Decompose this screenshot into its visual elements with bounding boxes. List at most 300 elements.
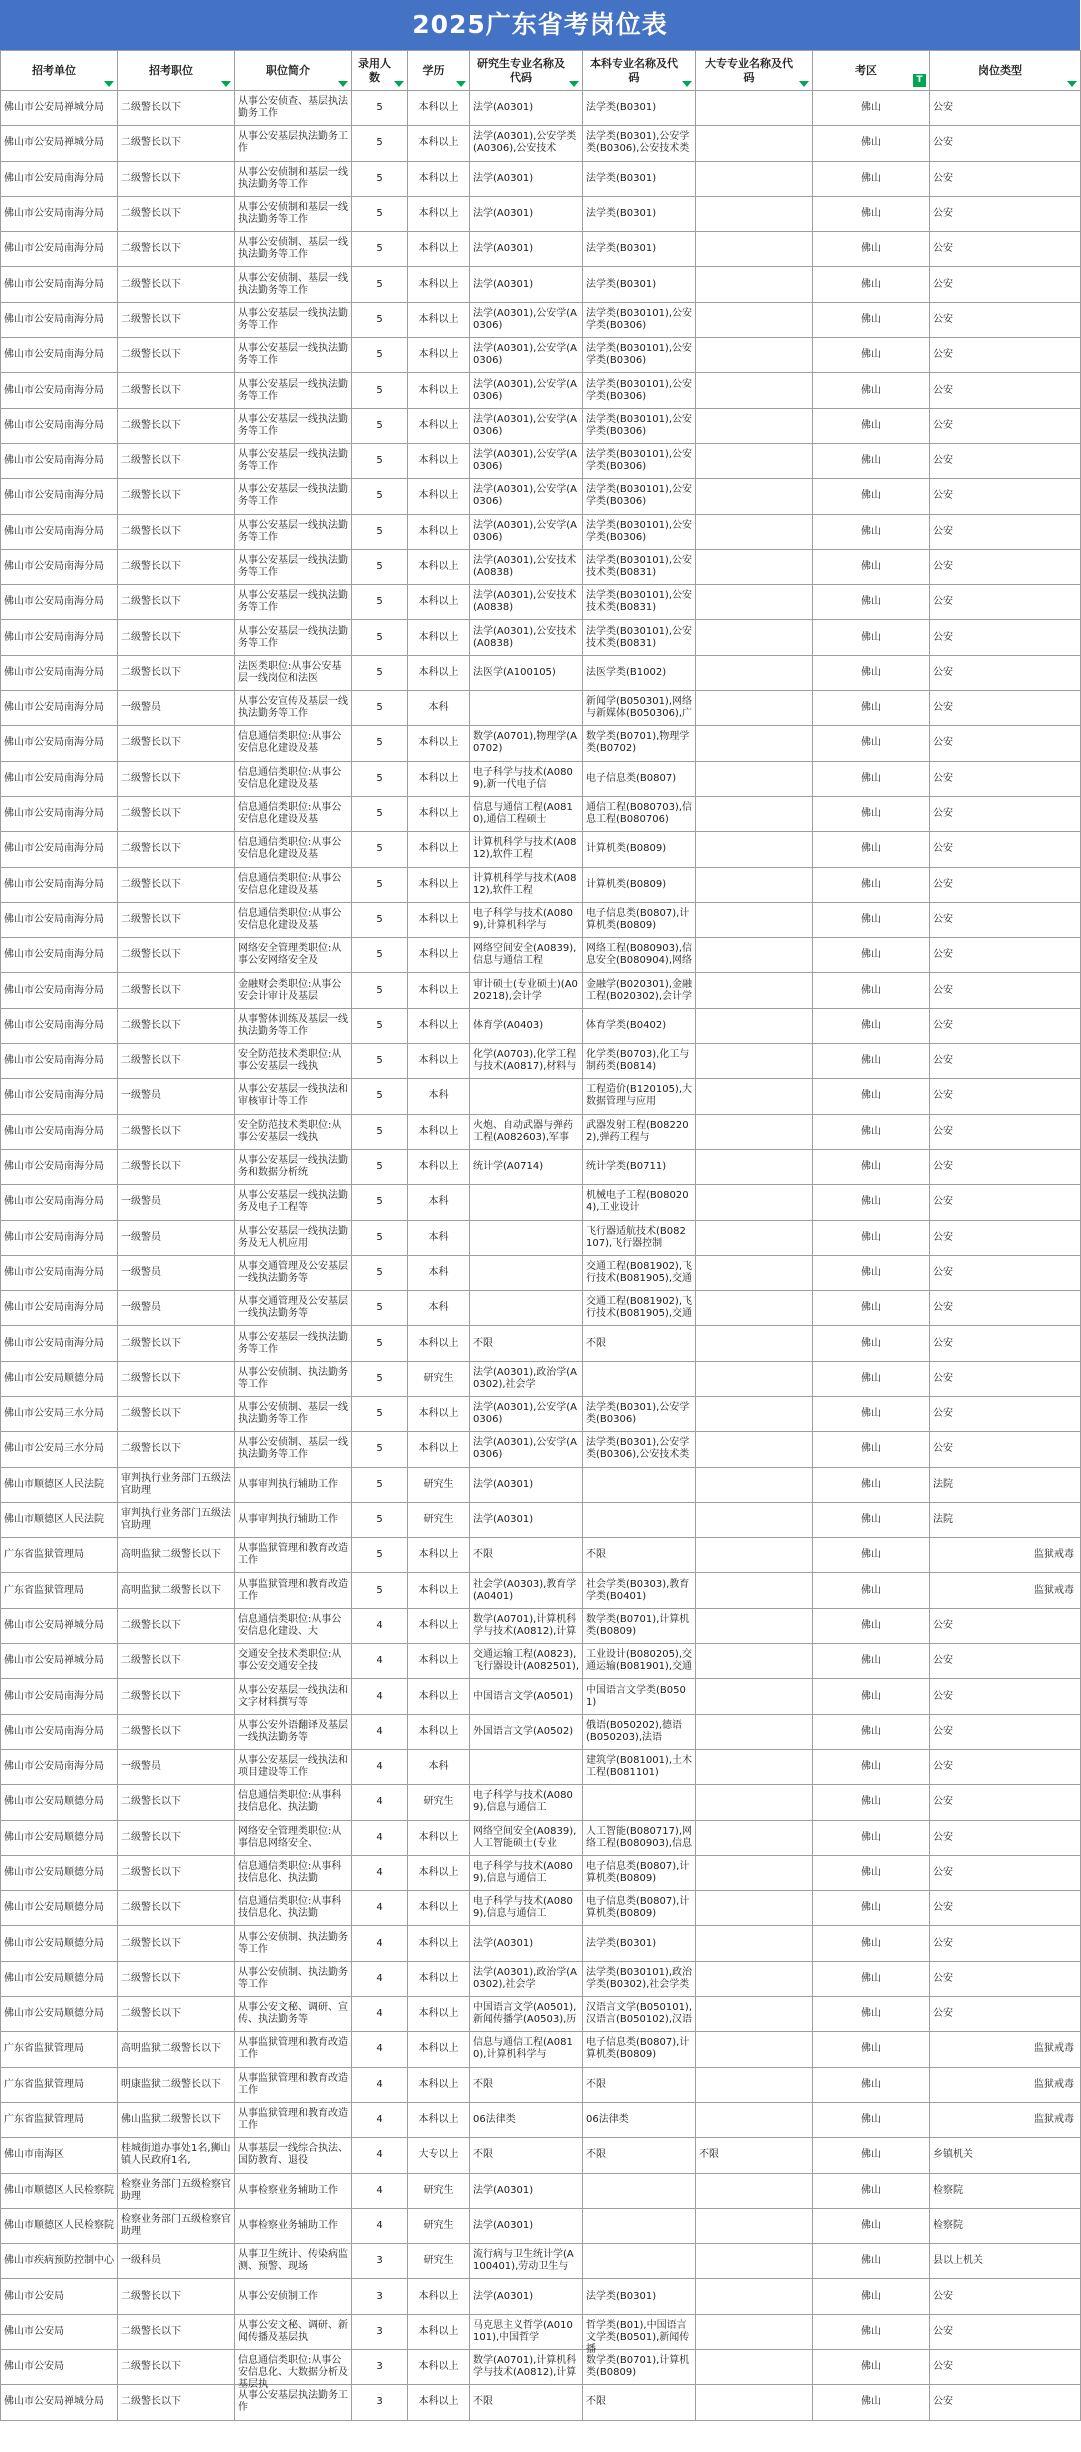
cell-unit[interactable]: [1, 1749, 118, 1784]
cell-post-type[interactable]: [930, 1220, 1081, 1255]
cell-position[interactable]: [118, 91, 235, 126]
cell-undergrad-major[interactable]: [583, 514, 696, 549]
cell-post-type[interactable]: [930, 1361, 1081, 1396]
cell-graduate-major[interactable]: [470, 161, 583, 196]
cell-count[interactable]: [352, 443, 408, 478]
cell-count[interactable]: [352, 1396, 408, 1431]
cell-exam-region[interactable]: [813, 1855, 930, 1890]
cell-count[interactable]: [352, 2314, 408, 2349]
cell-intro[interactable]: [235, 1432, 352, 1467]
cell-college-major[interactable]: [696, 1185, 813, 1220]
cell-position[interactable]: [118, 2279, 235, 2314]
cell-unit[interactable]: [1, 1044, 118, 1079]
cell-unit[interactable]: [1, 973, 118, 1008]
cell-position[interactable]: [118, 514, 235, 549]
cell-unit[interactable]: [1, 1255, 118, 1290]
cell-position[interactable]: [118, 338, 235, 373]
cell-exam-region[interactable]: [813, 867, 930, 902]
cell-post-type[interactable]: [930, 1396, 1081, 1431]
cell-position[interactable]: [118, 302, 235, 337]
cell-unit[interactable]: [1, 1785, 118, 1820]
cell-education[interactable]: [408, 1502, 470, 1537]
cell-graduate-major[interactable]: [470, 761, 583, 796]
cell-intro[interactable]: [235, 1502, 352, 1537]
cell-post-type[interactable]: [930, 1644, 1081, 1679]
cell-unit[interactable]: [1, 126, 118, 161]
cell-position[interactable]: [118, 549, 235, 584]
table-row[interactable]: [1, 338, 1081, 373]
cell-unit[interactable]: [1, 691, 118, 726]
cell-count[interactable]: [352, 2067, 408, 2102]
cell-unit[interactable]: [1, 302, 118, 337]
cell-unit[interactable]: [1, 867, 118, 902]
cell-exam-region[interactable]: [813, 1361, 930, 1396]
cell-education[interactable]: [408, 1008, 470, 1043]
cell-exam-region[interactable]: [813, 973, 930, 1008]
cell-intro[interactable]: [235, 1714, 352, 1749]
cell-exam-region[interactable]: [813, 1396, 930, 1431]
cell-graduate-major[interactable]: [470, 585, 583, 620]
cell-post-type[interactable]: [930, 1467, 1081, 1502]
cell-intro[interactable]: [235, 1044, 352, 1079]
cell-education[interactable]: [408, 1855, 470, 1890]
cell-post-type[interactable]: [930, 2385, 1081, 2420]
cell-position[interactable]: [118, 443, 235, 478]
cell-undergrad-major[interactable]: [583, 91, 696, 126]
cell-unit[interactable]: [1, 1467, 118, 1502]
cell-education[interactable]: [408, 479, 470, 514]
cell-graduate-major[interactable]: [470, 2208, 583, 2243]
cell-intro[interactable]: [235, 585, 352, 620]
cell-count[interactable]: [352, 2138, 408, 2173]
cell-post-type[interactable]: [930, 1608, 1081, 1643]
cell-post-type[interactable]: [930, 902, 1081, 937]
table-row[interactable]: [1, 302, 1081, 337]
cell-count[interactable]: [352, 2208, 408, 2243]
cell-count[interactable]: [352, 1573, 408, 1608]
cell-post-type[interactable]: [930, 938, 1081, 973]
table-row[interactable]: [1, 2279, 1081, 2314]
cell-post-type[interactable]: [930, 1785, 1081, 1820]
cell-intro[interactable]: [235, 2102, 352, 2137]
cell-education[interactable]: [408, 938, 470, 973]
table-row[interactable]: [1, 1785, 1081, 1820]
cell-post-type[interactable]: [930, 1432, 1081, 1467]
filter-dropdown-icon[interactable]: [394, 81, 404, 87]
cell-education[interactable]: [408, 1114, 470, 1149]
cell-graduate-major[interactable]: [470, 938, 583, 973]
cell-graduate-major[interactable]: [470, 973, 583, 1008]
cell-college-major[interactable]: [696, 1044, 813, 1079]
cell-undergrad-major[interactable]: [583, 1749, 696, 1784]
cell-position[interactable]: [118, 1291, 235, 1326]
cell-exam-region[interactable]: [813, 1291, 930, 1326]
cell-college-major[interactable]: [696, 2279, 813, 2314]
cell-education[interactable]: [408, 691, 470, 726]
cell-unit[interactable]: [1, 338, 118, 373]
cell-position[interactable]: [118, 1326, 235, 1361]
cell-post-type[interactable]: [930, 655, 1081, 690]
cell-exam-region[interactable]: [813, 1820, 930, 1855]
cell-exam-region[interactable]: [813, 2102, 930, 2137]
cell-education[interactable]: [408, 1891, 470, 1926]
cell-count[interactable]: [352, 1255, 408, 1290]
cell-graduate-major[interactable]: [470, 1891, 583, 1926]
cell-intro[interactable]: [235, 1785, 352, 1820]
cell-position[interactable]: [118, 867, 235, 902]
cell-graduate-major[interactable]: [470, 1679, 583, 1714]
cell-exam-region[interactable]: [813, 1679, 930, 1714]
cell-position[interactable]: [118, 1855, 235, 1890]
cell-unit[interactable]: [1, 1396, 118, 1431]
cell-graduate-major[interactable]: [470, 373, 583, 408]
cell-education[interactable]: [408, 2102, 470, 2137]
cell-intro[interactable]: [235, 1467, 352, 1502]
cell-intro[interactable]: [235, 2032, 352, 2067]
cell-unit[interactable]: [1, 1855, 118, 1890]
cell-unit[interactable]: [1, 902, 118, 937]
cell-post-type[interactable]: [930, 373, 1081, 408]
cell-post-type[interactable]: [930, 1961, 1081, 1996]
cell-count[interactable]: [352, 338, 408, 373]
cell-count[interactable]: [352, 1926, 408, 1961]
cell-undergrad-major[interactable]: [583, 1714, 696, 1749]
table-row[interactable]: [1, 902, 1081, 937]
table-row[interactable]: [1, 1114, 1081, 1149]
cell-college-major[interactable]: [696, 126, 813, 161]
table-row[interactable]: [1, 91, 1081, 126]
table-row[interactable]: [1, 1608, 1081, 1643]
table-row[interactable]: [1, 1820, 1081, 1855]
cell-count[interactable]: [352, 232, 408, 267]
cell-position[interactable]: [118, 1644, 235, 1679]
cell-college-major[interactable]: [696, 902, 813, 937]
cell-graduate-major[interactable]: [470, 1432, 583, 1467]
cell-college-major[interactable]: [696, 1114, 813, 1149]
cell-position[interactable]: [118, 1749, 235, 1784]
cell-unit[interactable]: [1, 2314, 118, 2349]
table-row[interactable]: [1, 796, 1081, 831]
cell-graduate-major[interactable]: [470, 2173, 583, 2208]
cell-education[interactable]: [408, 1573, 470, 1608]
cell-college-major[interactable]: [696, 1149, 813, 1184]
table-row[interactable]: [1, 655, 1081, 690]
cell-undergrad-major[interactable]: [583, 1785, 696, 1820]
cell-post-type[interactable]: [930, 126, 1081, 161]
column-header-graduate-major[interactable]: 研究生专业名称及代码: [470, 51, 583, 91]
cell-undergrad-major[interactable]: [583, 726, 696, 761]
cell-college-major[interactable]: [696, 1573, 813, 1608]
cell-education[interactable]: [408, 1291, 470, 1326]
cell-exam-region[interactable]: [813, 1644, 930, 1679]
table-row[interactable]: [1, 2138, 1081, 2173]
cell-post-type[interactable]: [930, 1714, 1081, 1749]
cell-unit[interactable]: [1, 2102, 118, 2137]
cell-undergrad-major[interactable]: [583, 902, 696, 937]
cell-exam-region[interactable]: [813, 1926, 930, 1961]
cell-education[interactable]: [408, 2208, 470, 2243]
cell-college-major[interactable]: [696, 655, 813, 690]
cell-position[interactable]: [118, 2244, 235, 2279]
table-row[interactable]: [1, 1926, 1081, 1961]
cell-education[interactable]: [408, 1149, 470, 1184]
table-row[interactable]: [1, 1961, 1081, 1996]
cell-post-type[interactable]: [930, 973, 1081, 1008]
cell-count[interactable]: [352, 691, 408, 726]
cell-count[interactable]: [352, 1855, 408, 1890]
cell-undergrad-major[interactable]: [583, 1467, 696, 1502]
cell-unit[interactable]: [1, 2067, 118, 2102]
cell-undergrad-major[interactable]: [583, 1961, 696, 1996]
cell-graduate-major[interactable]: [470, 1714, 583, 1749]
cell-count[interactable]: [352, 1185, 408, 1220]
cell-undergrad-major[interactable]: [583, 302, 696, 337]
cell-post-type[interactable]: [930, 1326, 1081, 1361]
cell-count[interactable]: [352, 1114, 408, 1149]
cell-count[interactable]: [352, 938, 408, 973]
cell-post-type[interactable]: [930, 161, 1081, 196]
cell-undergrad-major[interactable]: [583, 2279, 696, 2314]
cell-count[interactable]: [352, 1291, 408, 1326]
cell-count[interactable]: [352, 1749, 408, 1784]
cell-position[interactable]: [118, 373, 235, 408]
cell-count[interactable]: [352, 1891, 408, 1926]
cell-intro[interactable]: [235, 91, 352, 126]
cell-college-major[interactable]: [696, 1749, 813, 1784]
table-row[interactable]: [1, 2067, 1081, 2102]
cell-unit[interactable]: [1, 2279, 118, 2314]
table-row[interactable]: [1, 585, 1081, 620]
cell-count[interactable]: [352, 479, 408, 514]
cell-position[interactable]: [118, 1255, 235, 1290]
cell-unit[interactable]: [1, 232, 118, 267]
cell-college-major[interactable]: [696, 2173, 813, 2208]
cell-college-major[interactable]: [696, 796, 813, 831]
cell-graduate-major[interactable]: [470, 1926, 583, 1961]
cell-position[interactable]: [118, 691, 235, 726]
cell-count[interactable]: [352, 2385, 408, 2420]
cell-position[interactable]: [118, 1432, 235, 1467]
cell-graduate-major[interactable]: [470, 338, 583, 373]
table-row[interactable]: [1, 2102, 1081, 2137]
table-row[interactable]: [1, 161, 1081, 196]
cell-post-type[interactable]: [930, 479, 1081, 514]
cell-intro[interactable]: [235, 1644, 352, 1679]
table-row[interactable]: [1, 1361, 1081, 1396]
cell-post-type[interactable]: [930, 302, 1081, 337]
cell-position[interactable]: [118, 267, 235, 302]
cell-intro[interactable]: [235, 161, 352, 196]
cell-intro[interactable]: [235, 1997, 352, 2032]
cell-undergrad-major[interactable]: [583, 549, 696, 584]
cell-unit[interactable]: [1, 1891, 118, 1926]
cell-undergrad-major[interactable]: [583, 443, 696, 478]
cell-intro[interactable]: [235, 2279, 352, 2314]
cell-count[interactable]: [352, 902, 408, 937]
filter-dropdown-icon[interactable]: [569, 81, 579, 87]
cell-count[interactable]: [352, 620, 408, 655]
cell-undergrad-major[interactable]: [583, 1820, 696, 1855]
cell-undergrad-major[interactable]: [583, 1291, 696, 1326]
table-row[interactable]: [1, 2032, 1081, 2067]
cell-graduate-major[interactable]: [470, 1255, 583, 1290]
cell-post-type[interactable]: [930, 2102, 1081, 2137]
cell-exam-region[interactable]: [813, 691, 930, 726]
cell-exam-region[interactable]: [813, 2350, 930, 2385]
cell-unit[interactable]: [1, 1326, 118, 1361]
cell-undergrad-major[interactable]: [583, 2244, 696, 2279]
cell-graduate-major[interactable]: [470, 1396, 583, 1431]
filter-dropdown-icon[interactable]: [104, 81, 114, 87]
cell-unit[interactable]: [1, 196, 118, 231]
cell-count[interactable]: [352, 1149, 408, 1184]
cell-position[interactable]: [118, 1149, 235, 1184]
cell-exam-region[interactable]: [813, 126, 930, 161]
cell-education[interactable]: [408, 726, 470, 761]
cell-college-major[interactable]: [696, 1891, 813, 1926]
cell-college-major[interactable]: [696, 2350, 813, 2385]
cell-college-major[interactable]: [696, 1432, 813, 1467]
cell-post-type[interactable]: [930, 91, 1081, 126]
cell-graduate-major[interactable]: [470, 832, 583, 867]
table-row[interactable]: [1, 2173, 1081, 2208]
cell-exam-region[interactable]: [813, 2244, 930, 2279]
cell-undergrad-major[interactable]: [583, 1997, 696, 2032]
cell-college-major[interactable]: [696, 1785, 813, 1820]
table-row[interactable]: [1, 867, 1081, 902]
cell-intro[interactable]: [235, 1538, 352, 1573]
cell-graduate-major[interactable]: [470, 2350, 583, 2385]
cell-education[interactable]: [408, 443, 470, 478]
cell-post-type[interactable]: [930, 196, 1081, 231]
cell-intro[interactable]: [235, 1820, 352, 1855]
cell-intro[interactable]: [235, 514, 352, 549]
cell-post-type[interactable]: [930, 2314, 1081, 2349]
cell-exam-region[interactable]: [813, 1467, 930, 1502]
filter-dropdown-icon[interactable]: [338, 81, 348, 87]
cell-education[interactable]: [408, 1185, 470, 1220]
cell-education[interactable]: [408, 902, 470, 937]
cell-education[interactable]: [408, 1679, 470, 1714]
cell-education[interactable]: [408, 2067, 470, 2102]
cell-undergrad-major[interactable]: [583, 408, 696, 443]
table-row[interactable]: [1, 1467, 1081, 1502]
cell-exam-region[interactable]: [813, 514, 930, 549]
table-row[interactable]: [1, 2350, 1081, 2385]
cell-college-major[interactable]: [696, 443, 813, 478]
cell-graduate-major[interactable]: [470, 514, 583, 549]
table-row[interactable]: [1, 1891, 1081, 1926]
cell-exam-region[interactable]: [813, 91, 930, 126]
cell-unit[interactable]: [1, 549, 118, 584]
cell-education[interactable]: [408, 2173, 470, 2208]
cell-exam-region[interactable]: [813, 1538, 930, 1573]
cell-undergrad-major[interactable]: [583, 1679, 696, 1714]
cell-college-major[interactable]: [696, 408, 813, 443]
cell-undergrad-major[interactable]: [583, 2385, 696, 2420]
cell-position[interactable]: [118, 620, 235, 655]
cell-count[interactable]: [352, 1785, 408, 1820]
cell-unit[interactable]: [1, 1820, 118, 1855]
table-row[interactable]: [1, 479, 1081, 514]
cell-education[interactable]: [408, 1079, 470, 1114]
cell-education[interactable]: [408, 514, 470, 549]
cell-college-major[interactable]: [696, 585, 813, 620]
cell-undergrad-major[interactable]: [583, 1538, 696, 1573]
cell-exam-region[interactable]: [813, 408, 930, 443]
filter-dropdown-icon[interactable]: [682, 81, 692, 87]
cell-college-major[interactable]: [696, 2067, 813, 2102]
cell-college-major[interactable]: [696, 514, 813, 549]
cell-undergrad-major[interactable]: [583, 867, 696, 902]
cell-undergrad-major[interactable]: [583, 655, 696, 690]
cell-unit[interactable]: [1, 1361, 118, 1396]
cell-college-major[interactable]: [696, 2102, 813, 2137]
cell-education[interactable]: [408, 1608, 470, 1643]
cell-graduate-major[interactable]: [470, 126, 583, 161]
cell-education[interactable]: [408, 373, 470, 408]
cell-graduate-major[interactable]: [470, 1291, 583, 1326]
cell-position[interactable]: [118, 408, 235, 443]
cell-intro[interactable]: [235, 1220, 352, 1255]
table-row[interactable]: [1, 1149, 1081, 1184]
cell-unit[interactable]: [1, 443, 118, 478]
cell-unit[interactable]: [1, 1679, 118, 1714]
cell-exam-region[interactable]: [813, 161, 930, 196]
column-header-exam-region[interactable]: 考区 T: [813, 51, 930, 91]
cell-intro[interactable]: [235, 302, 352, 337]
cell-position[interactable]: [118, 1114, 235, 1149]
cell-undergrad-major[interactable]: [583, 1008, 696, 1043]
cell-education[interactable]: [408, 1255, 470, 1290]
cell-count[interactable]: [352, 302, 408, 337]
cell-education[interactable]: [408, 1644, 470, 1679]
table-row[interactable]: [1, 1255, 1081, 1290]
cell-education[interactable]: [408, 1396, 470, 1431]
cell-graduate-major[interactable]: [470, 267, 583, 302]
cell-education[interactable]: [408, 2138, 470, 2173]
cell-intro[interactable]: [235, 655, 352, 690]
cell-college-major[interactable]: [696, 726, 813, 761]
cell-exam-region[interactable]: [813, 1079, 930, 1114]
cell-college-major[interactable]: [696, 549, 813, 584]
cell-intro[interactable]: [235, 726, 352, 761]
cell-exam-region[interactable]: [813, 726, 930, 761]
cell-education[interactable]: [408, 2350, 470, 2385]
cell-post-type[interactable]: [930, 443, 1081, 478]
cell-undergrad-major[interactable]: [583, 1891, 696, 1926]
table-row[interactable]: [1, 1185, 1081, 1220]
cell-undergrad-major[interactable]: [583, 832, 696, 867]
table-row[interactable]: [1, 2314, 1081, 2349]
cell-exam-region[interactable]: [813, 1326, 930, 1361]
table-row[interactable]: [1, 973, 1081, 1008]
cell-count[interactable]: [352, 2350, 408, 2385]
cell-position[interactable]: [118, 1467, 235, 1502]
cell-graduate-major[interactable]: [470, 232, 583, 267]
cell-college-major[interactable]: [696, 1679, 813, 1714]
cell-graduate-major[interactable]: [470, 1785, 583, 1820]
table-row[interactable]: [1, 1679, 1081, 1714]
cell-exam-region[interactable]: [813, 373, 930, 408]
cell-exam-region[interactable]: [813, 655, 930, 690]
cell-unit[interactable]: [1, 938, 118, 973]
cell-unit[interactable]: [1, 1997, 118, 2032]
cell-undergrad-major[interactable]: [583, 2138, 696, 2173]
cell-position[interactable]: [118, 2314, 235, 2349]
cell-college-major[interactable]: [696, 373, 813, 408]
cell-count[interactable]: [352, 549, 408, 584]
